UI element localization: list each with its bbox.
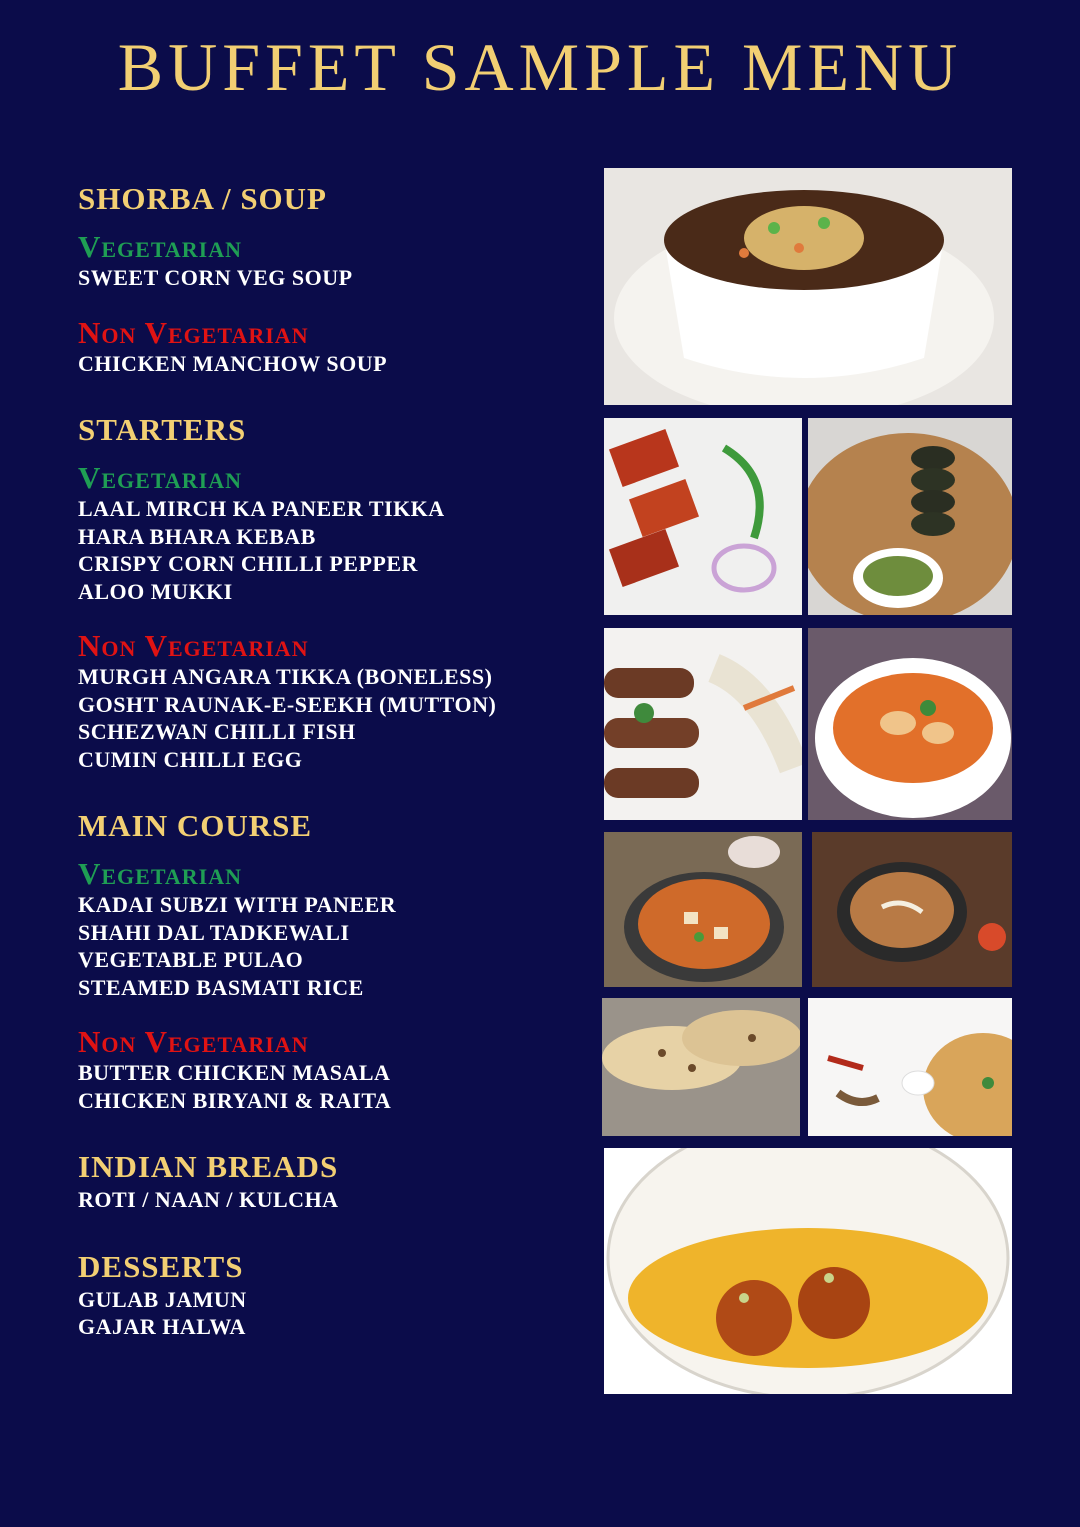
page-title: BUFFET SAMPLE MENU <box>117 29 963 105</box>
kadai-paneer-photo <box>604 832 802 987</box>
menu-item: VEGETABLE PULAO <box>78 947 304 972</box>
menu-item: CHICKEN BIRYANI & RAITA <box>78 1087 392 1113</box>
naan-photo <box>602 998 800 1136</box>
menu-item: GULAB JAMUN <box>78 1286 247 1312</box>
veg-label: Vegetarian <box>78 229 243 264</box>
menu-item: ROTI / NAAN / KULCHA <box>78 1187 339 1212</box>
menu-item: HARA BHARA KEBAB <box>78 523 316 549</box>
menu-item: BUTTER CHICKEN MASALA <box>78 1060 391 1085</box>
menu-item: STEAMED BASMATI RICE <box>78 974 364 1000</box>
section-soup <box>78 180 578 377</box>
menu-item: LAAL MIRCH KA PANEER TIKKA <box>78 496 445 521</box>
menu-list <box>78 180 578 1375</box>
menu-item: CHICKEN MANCHOW SOUP <box>78 350 388 376</box>
murgh-curry-photo <box>808 628 1012 820</box>
nonveg-label: Non Vegetarian <box>78 1024 309 1059</box>
section-heading: SHORBA / SOUP <box>78 181 327 216</box>
menu-item: GOSHT RAUNAK-E-SEEKH (MUTTON) <box>78 691 497 717</box>
veg-label: Vegetarian <box>78 460 243 495</box>
menu-item: CRISPY CORN CHILLI PEPPER <box>78 551 418 576</box>
menu-item: SCHEZWAN CHILLI FISH <box>78 719 356 744</box>
gulab-jamun-photo <box>604 1148 1012 1394</box>
veg-label: Vegetarian <box>78 856 243 891</box>
section-heading: MAIN COURSE <box>78 808 313 843</box>
menu-item: MURGH ANGARA TIKKA (BONELESS) <box>78 664 493 689</box>
menu-item: CUMIN CHILLI EGG <box>78 746 303 772</box>
section-main-course <box>78 807 578 1114</box>
section-desserts <box>78 1248 578 1341</box>
soup-photo <box>604 168 1012 405</box>
menu-item: SHAHI DAL TADKEWALI <box>78 919 350 945</box>
hara-bhara-kebab-photo <box>808 418 1012 615</box>
menu-item: GAJAR HALWA <box>78 1314 246 1339</box>
section-heading: DESSERTS <box>78 1248 244 1284</box>
dal-photo <box>812 832 1012 987</box>
biryani-photo <box>808 998 1012 1136</box>
nonveg-label: Non Vegetarian <box>78 628 309 663</box>
section-breads <box>78 1148 578 1214</box>
menu-item: KADAI SUBZI WITH PANEER <box>78 892 397 917</box>
section-heading: STARTERS <box>78 412 247 447</box>
section-starters <box>78 411 578 773</box>
seekh-kebab-photo <box>604 628 802 820</box>
menu-item: ALOO MUKKI <box>78 578 233 604</box>
menu-item: SWEET CORN VEG SOUP <box>78 265 353 290</box>
nonveg-label: Non Vegetarian <box>78 314 309 350</box>
paneer-tikka-photo <box>604 418 802 615</box>
section-heading: INDIAN BREADS <box>78 1149 339 1184</box>
